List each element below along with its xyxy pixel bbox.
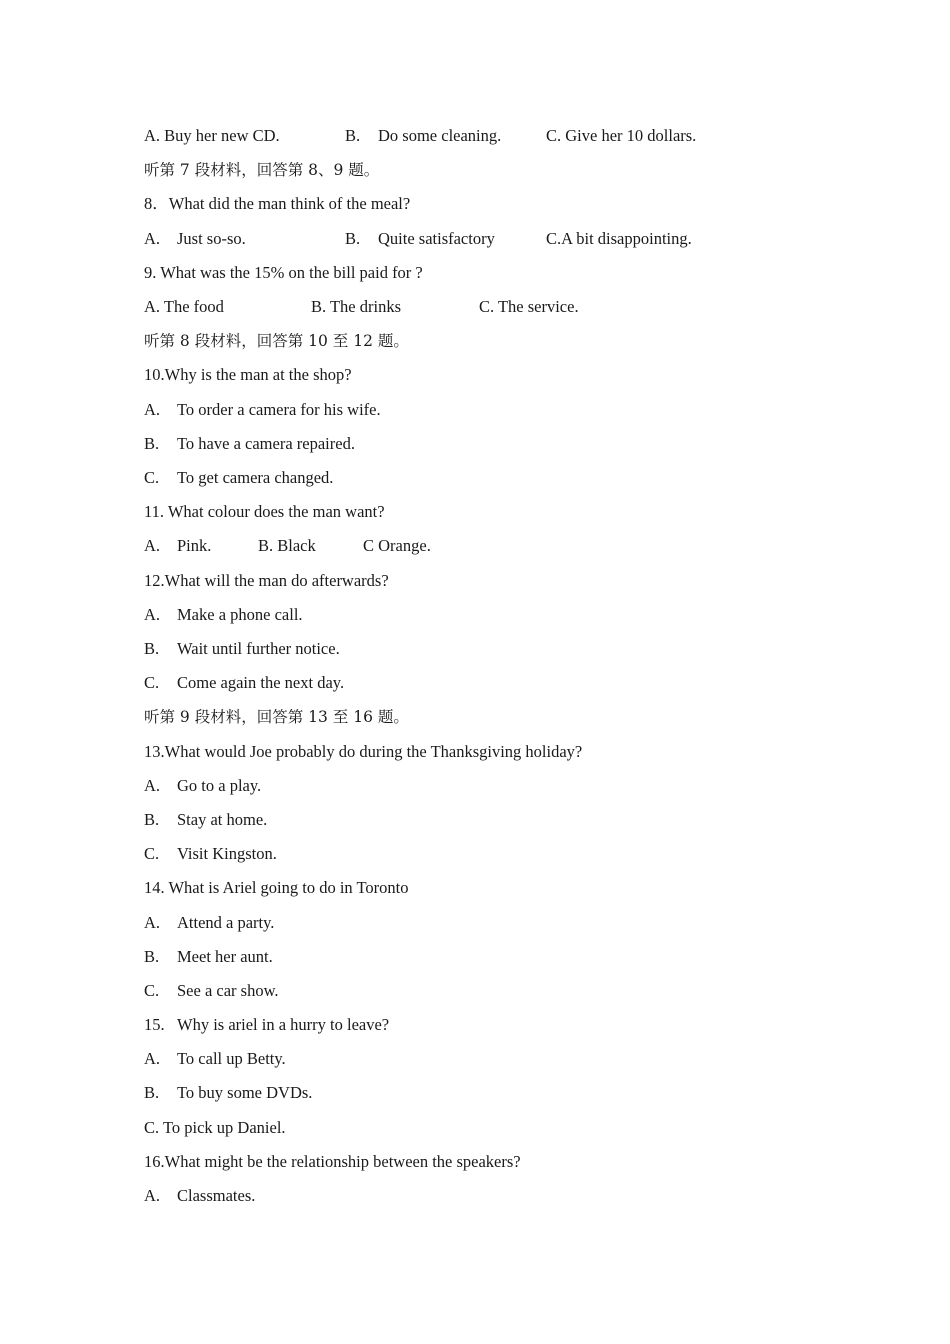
q11-option-c: C Orange. (363, 536, 431, 555)
section7-heading: 听第 7 段材料，回答第 8、9 题。 (144, 161, 380, 179)
option-text: Stay at home. (177, 810, 268, 829)
section9-heading: 听第 9 段材料，回答第 13 至 16 题。 (144, 708, 409, 726)
option-label: C. (144, 673, 160, 692)
option-text: To get camera changed. (177, 468, 334, 487)
option-label: B. (144, 947, 160, 966)
option-text: To order a camera for his wife. (177, 400, 381, 419)
option-label: A. (144, 1186, 161, 1205)
option-label: B. (144, 1083, 160, 1102)
q15-number: 15. (144, 1015, 165, 1034)
q14-question: 14. What is Ariel going to do in Toronto (144, 878, 409, 897)
q9-option-c: C. The service. (479, 297, 579, 316)
q11-option-a: Pink. (177, 536, 212, 555)
option-text: Go to a play. (177, 776, 262, 795)
q10-question: 10.Why is the man at the shop? (144, 365, 352, 384)
q9-question: 9. What was the 15% on the bill paid for ? (144, 263, 423, 282)
q11-option-a-label: A. (144, 536, 161, 555)
option-label: B. (144, 434, 160, 453)
q7-option-a: A. Buy her new CD. (144, 126, 280, 145)
option-label: A. (144, 605, 161, 624)
option-label: C. (144, 844, 160, 863)
q13-question: 13.What would Joe probably do during the Thanksgiving holiday? (144, 742, 583, 761)
option-text: Meet her aunt. (177, 947, 273, 966)
option-text: Classmates. (177, 1186, 256, 1205)
option-label: A. (144, 400, 161, 419)
option-label: B. (144, 810, 160, 829)
option-label: A. (144, 776, 161, 795)
q15-option-c: C. To pick up Daniel. (144, 1118, 286, 1137)
q12-question: 12.What will the man do afterwards? (144, 571, 389, 590)
q16-question: 16.What might be the relationship between the speakers? (144, 1152, 521, 1171)
option-text: Make a phone call. (177, 605, 303, 624)
q7-option-b-label: B. (345, 126, 361, 145)
q9-option-a: A. The food (144, 297, 224, 316)
q8-option-b: Quite satisfactory (378, 229, 495, 248)
option-text: See a car show. (177, 981, 279, 1000)
q7-option-b: Do some cleaning. (378, 126, 502, 145)
option-text: To buy some DVDs. (177, 1083, 313, 1102)
option-label: C. (144, 468, 160, 487)
option-label: A. (144, 913, 161, 932)
option-label: C. (144, 981, 160, 1000)
option-label: B. (144, 639, 160, 658)
option-text: Attend a party. (177, 913, 275, 932)
q8-option-a-label: A. (144, 229, 161, 248)
q11-option-b: B. Black (258, 536, 316, 555)
q8-option-b-label: B. (345, 229, 361, 248)
q9-option-b: B. The drinks (311, 297, 401, 316)
q8-option-a: Just so-so. (177, 229, 246, 248)
q15-question: Why is ariel in a hurry to leave? (177, 1015, 390, 1034)
option-text: Come again the next day. (177, 673, 345, 692)
section8-heading: 听第 8 段材料，回答第 10 至 12 题。 (144, 332, 409, 350)
q8-option-c: C.A bit disappointing. (546, 229, 692, 248)
q7-option-c: C. Give her 10 dollars. (546, 126, 697, 145)
option-text: Visit Kingston. (177, 844, 277, 863)
option-text: To call up Betty. (177, 1049, 286, 1068)
option-label: A. (144, 1049, 161, 1068)
option-text: Wait until further notice. (177, 639, 340, 658)
q11-question: 11. What colour does the man want? (144, 502, 385, 521)
q8-question: 8．What did the man think of the meal? (144, 194, 411, 213)
option-text: To have a camera repaired. (177, 434, 355, 453)
